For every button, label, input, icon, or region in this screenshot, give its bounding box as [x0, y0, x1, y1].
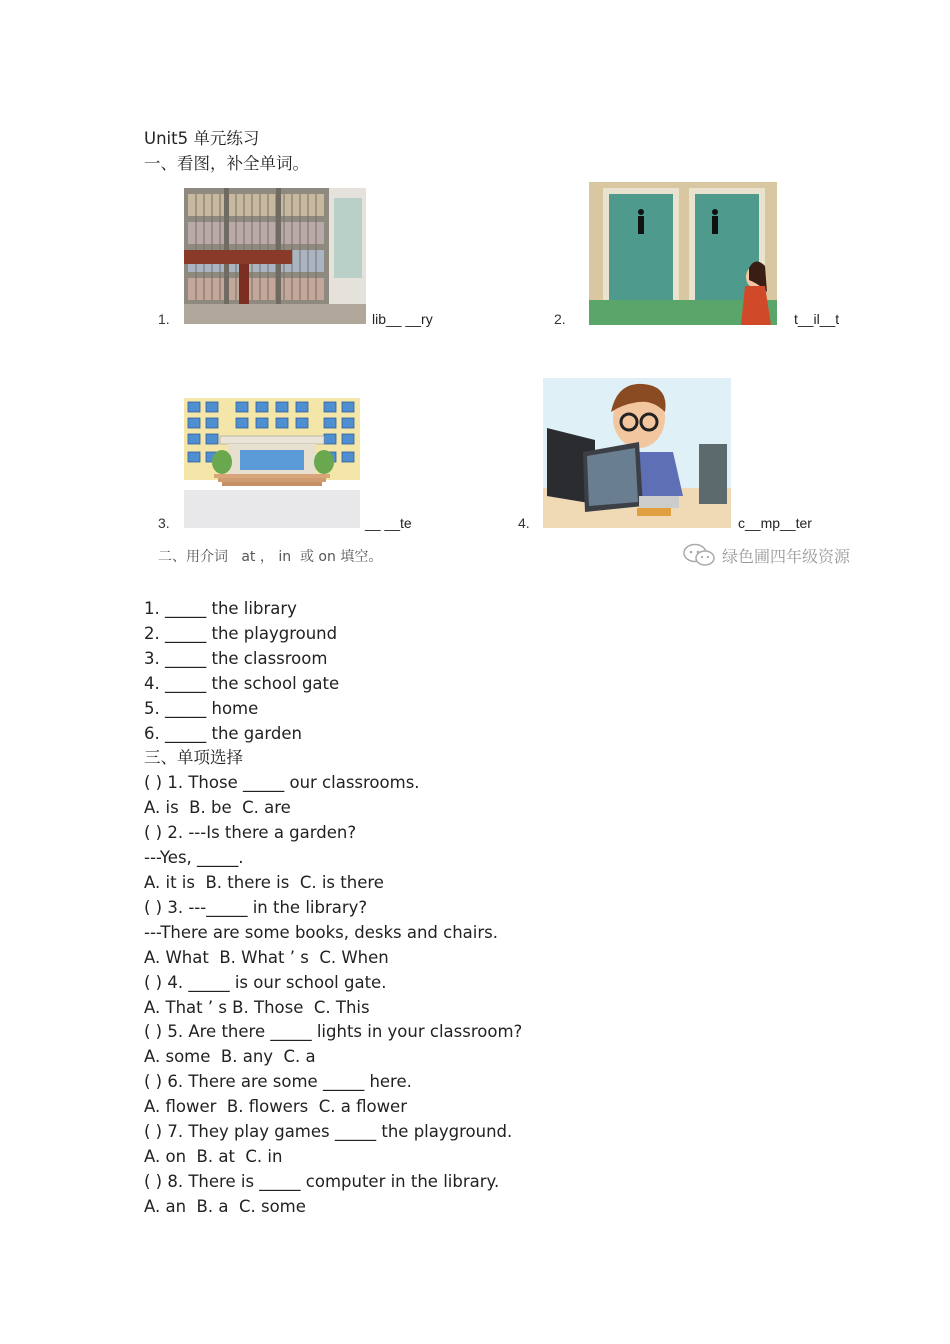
section-1-heading: 一、看图，补全单词。	[144, 154, 309, 173]
question: ( ) 6. There are some _____ here.	[144, 1072, 412, 1092]
list-item: 6. _____ the garden	[144, 723, 302, 743]
options: A. it is B. there is C. is there	[144, 872, 384, 892]
watermark	[682, 543, 850, 567]
list-item: 4. _____ the school gate	[144, 673, 340, 693]
wechat-icon	[682, 543, 716, 567]
library-picture	[184, 188, 366, 324]
toilet-picture	[589, 182, 777, 325]
question: ( ) 5. Are there _____ lights in your classroom?	[144, 1022, 523, 1042]
exercise-list	[144, 597, 522, 1220]
options: A. is B. be C. are	[144, 798, 291, 818]
picture-2-hint: t__il__t	[794, 311, 840, 327]
watermark-text: 绿色圃四年级资源	[722, 546, 851, 566]
picture-4-hint: c__mp__ter	[738, 515, 812, 531]
question: ( ) 7. They play games _____ the playground.	[144, 1122, 513, 1142]
list-item: 5. _____ home	[144, 698, 259, 718]
picture-1-number: 1.	[158, 311, 170, 327]
page-title: Unit5 单元练习	[144, 129, 260, 148]
section-2-heading: 二、用介词 at ， in 或 on 填空。	[158, 549, 383, 565]
question: ( ) 8. There is _____ computer in the library.	[144, 1171, 500, 1191]
list-item: 1. _____ the library	[144, 599, 297, 618]
question: ( ) 2. ---Is there a garden?	[144, 823, 357, 843]
picture-1-hint: lib__ __ry	[372, 311, 433, 327]
picture-3-number: 3.	[158, 515, 170, 531]
options: A. on B. at C. in	[144, 1146, 283, 1166]
question: ( ) 4. _____ is our school gate.	[144, 972, 387, 992]
question: ---There are some books, desks and chairs.	[144, 922, 499, 942]
list-item: 3. _____ the classroom	[144, 648, 328, 668]
picture-3-hint: __ __te	[365, 515, 412, 531]
question: ( ) 1. Those _____ our classrooms.	[144, 773, 420, 793]
options: A. That ’ s B. Those C. This	[144, 997, 370, 1017]
question: ---Yes, _____.	[144, 848, 244, 868]
list-item: 2. _____ the playground	[144, 623, 338, 643]
school-gate-picture	[184, 398, 360, 528]
picture-4-number: 4.	[518, 515, 530, 531]
question: ( ) 3. ---_____ in the library?	[144, 897, 368, 917]
section-3-heading: 三、单项选择	[144, 748, 243, 768]
computer-picture	[543, 378, 731, 528]
options: A. flower B. flowers C. a flower	[144, 1097, 407, 1117]
picture-2-number: 2.	[554, 311, 566, 327]
options: A. some B. any C. a	[144, 1047, 316, 1067]
options: A. an B. a C. some	[144, 1196, 306, 1216]
options: A. What B. What ’ s C. When	[144, 947, 389, 967]
